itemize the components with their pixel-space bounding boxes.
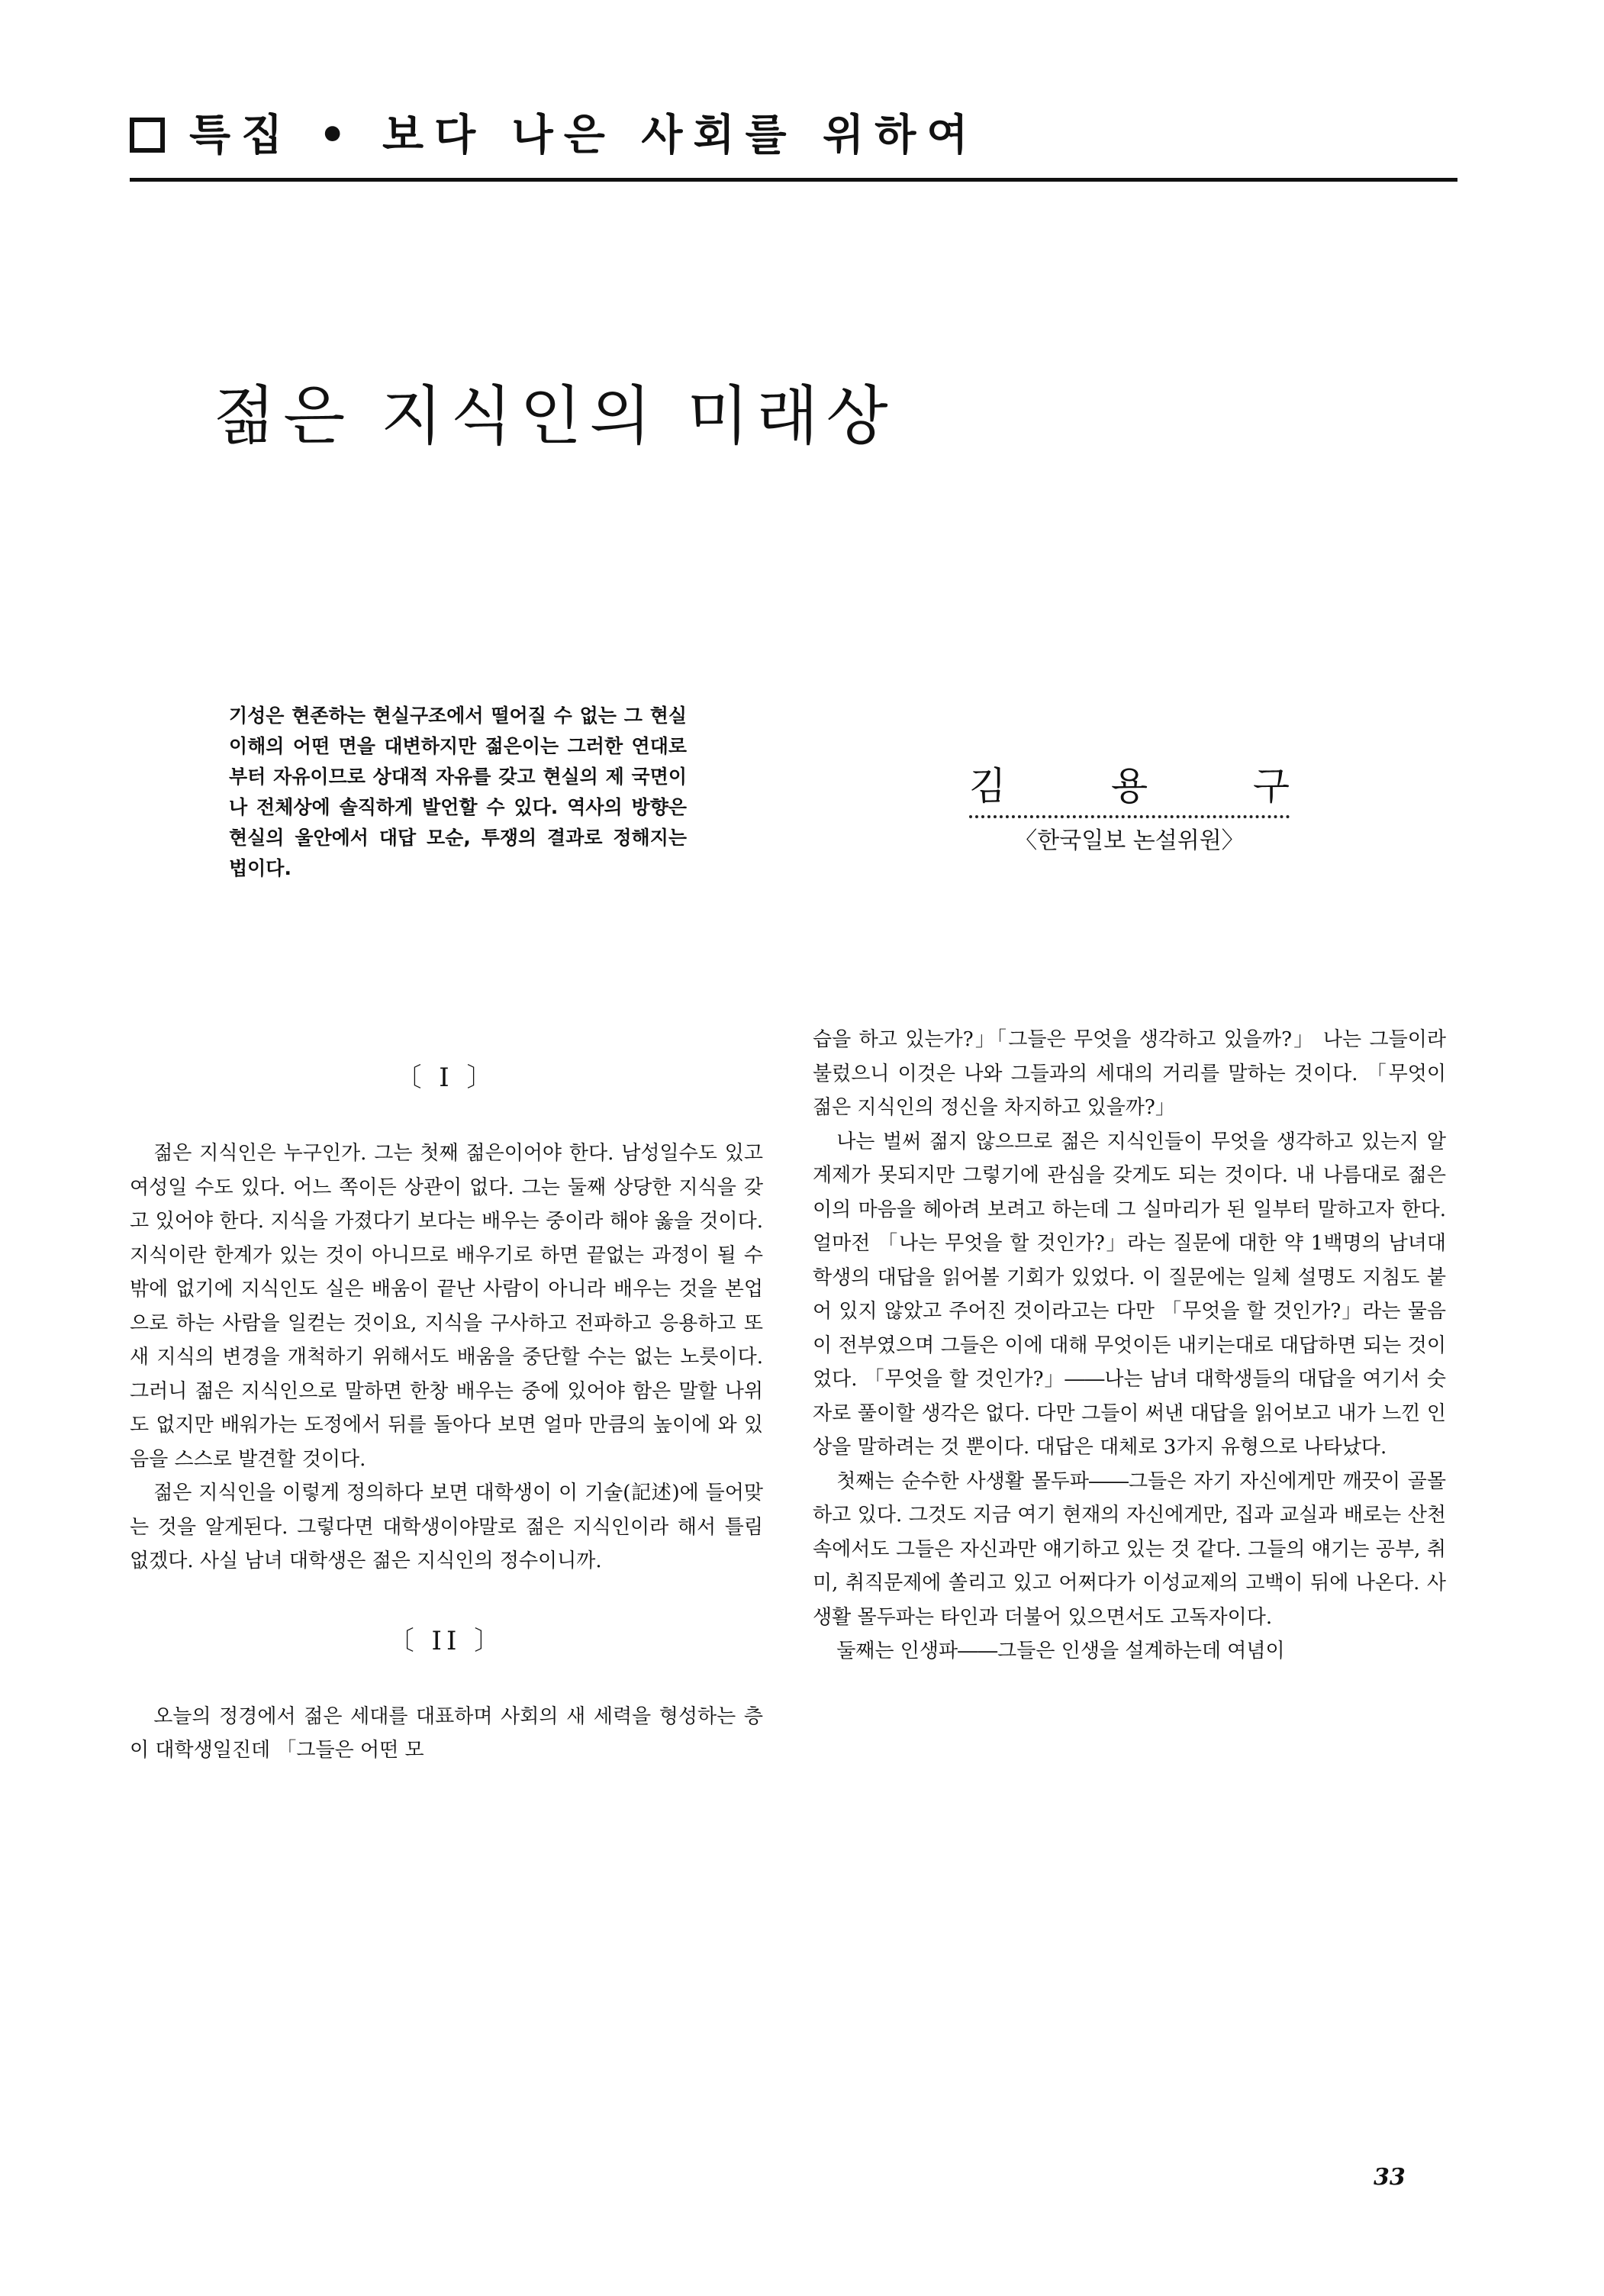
paragraph: 나는 벌써 젊지 않으므로 젊은 지식인들이 무엇을 생각하고 있는지 알 계제가 못되지만 그렇기에 관심을 갖게도 되는 것이다. 내 나름대로 젊은이의 마음을 헤아려 보려고 하는데 그 실마리가 된 일부터 말하고자 한다. 얼마전 「나는 무엇을 할 것인가?」라는 질문에 대한 약 1백명의 남녀대학생의 대답을 읽어볼 기회가 있었다. 이 질문에는 일체 설명도 지침도 붙어 있지 않았고 주어진 것이라고는 다만 「무엇을 할 것인가?」라는 물음이 전부였으며 그들은 이에 대해 무엇이든 내키는대로 대답하면 되는 것이었다. 「무엇을 할 것인가?」――나는 남녀 대학생들의 대답을 여기서 숫자로 풀이할 생각은 없다. 다만 그들이 써낸 대답을 읽어보고 내가 느낀 인상을 말하려는 것 뿐이다. 대답은 대체로 3가지 유형으로 나타났다. — [813, 1130, 1446, 1459]
paragraph: 둘째는 인생파――그들은 인생을 설계하는데 여념이 — [836, 1640, 1285, 1662]
author-affiliation: 〈한국일보 논설위원〉 — [1014, 827, 1245, 854]
square-bullet-icon — [130, 118, 165, 153]
paragraph: 첫째는 순수한 사생활 몰두파――그들은 자기 자신에게만 깨끗이 골몰하고 있다. 그것도 지금 여기 현재의 자신에게만, 집과 교실과 배로는 산천 속에서도 그들은 자신과만 얘기하고 있는 것 같다. 그들의 얘기는 공부, 취미, 취직문제에 쏠리고 있고 어쩌다가 이성교제의 고백이 뒤에 나온다. 사생활 몰두파는 타인과 더불어 있으면서도 고독자이다. — [813, 1469, 1446, 1629]
author-char: 용 — [1110, 764, 1148, 808]
section-heading-2: 〔 II 〕 — [388, 1625, 505, 1656]
author-char: 구 — [1252, 764, 1290, 808]
header-rule — [130, 178, 1457, 182]
right-column — [813, 1023, 1446, 1669]
page-number: 33 — [1374, 2164, 1406, 2191]
article-abstract: 기성은 현존하는 현실구조에서 떨어질 수 없는 그 현실 이해의 어떤 면을 대변하지만 젊은이는 그러한 연대로 부터 자유이므로 상대적 자유를 갖고 현실의 제 국면이나 전체상에 솔직하게 발언할 수 있다. 역사의 방향은 현실의 울안에서 대답 모순, 투쟁의 결과로 정해지는 법이다. — [229, 705, 687, 879]
author-char: 김 — [969, 764, 1007, 808]
paragraph: 젊은 지식인을 이렇게 정의하다 보면 대학생이 이 기술(記述)에 들어맞는 것을 알게된다. 그렇다면 대학생이야말로 젊은 지식인이라 해서 틀림 없겠다. 사실 남녀 대학생은 젊은 지식인의 정수이니까. — [130, 1482, 763, 1572]
series-title: 특집 • 보다 나은 사회를 위하여 — [189, 111, 979, 160]
author-dotted-rule — [969, 815, 1290, 818]
author-name — [969, 763, 1290, 809]
paragraph: 오늘의 정경에서 젊은 세대를 대표하며 사회의 새 세력을 형성하는 층이 대학생일진데 「그들은 어떤 모 — [130, 1704, 763, 1762]
article-title: 젊은 지식인의 미래상 — [214, 379, 896, 453]
series-header — [130, 107, 1473, 176]
section-heading-1: 〔 I 〕 — [395, 1063, 498, 1093]
paragraph: 습을 하고 있는가?」「그들은 무엇을 생각하고 있을까?」 나는 그들이라 불렀으니 이것은 나와 그들과의 세대의 거리를 말하는 것이다. 「무엇이 젊은 지식인의 정신을 차지하고 있을까?」 — [813, 1028, 1446, 1119]
paragraph: 젊은 지식인은 누구인가. 그는 첫째 젊은이어야 한다. 남성일수도 있고 여성일 수도 있다. 어느 쪽이든 상관이 없다. 그는 둘째 상당한 지식을 갖고 있어야 한다. 지식을 가졌다기 보다는 배우는 중이라 해야 옳을 것이다. 지식이란 한계가 있는 것이 아니므로 배우기로 하면 끝없는 과정이 될 수 밖에 없기에 지식인도 실은 배움이 끝난 사람이 아니라 배우는 것을 본업으로 하는 사람을 일컫는 것이요, 지식을 구사하고 전파하고 응용하고 또 새 지식의 변경을 개척하기 위해서도 배움을 중단할 수는 없는 노릇이다. 그러니 젊은 지식인으로 말하면 한창 배우는 중에 있어야 함은 말할 나위도 없지만 배워가는 도정에서 뒤를 돌아다 보면 얼마 만큼의 높이에 와 있음을 스스로 발견할 것이다. — [130, 1142, 763, 1471]
left-column — [130, 1023, 763, 1768]
